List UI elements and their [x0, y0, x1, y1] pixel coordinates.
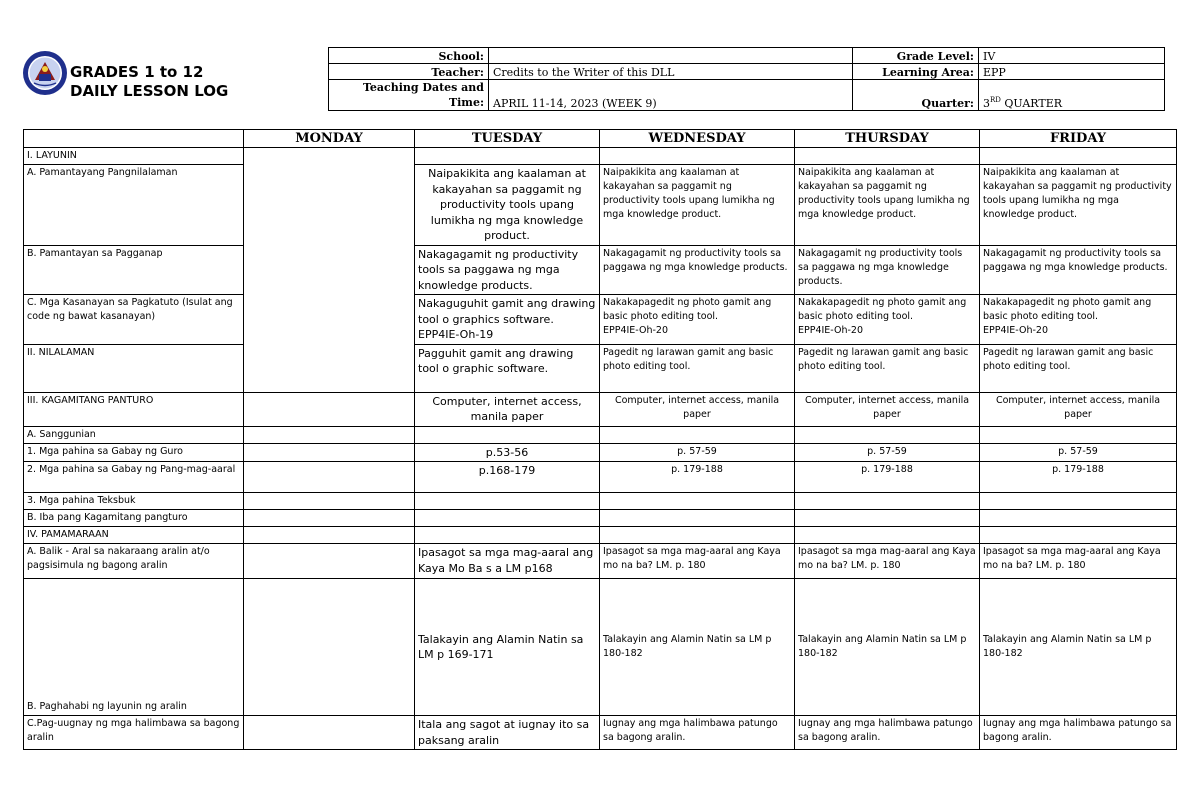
table-row	[24, 148, 1177, 165]
friday-cell: Nakagagamit ng productivity tools sa paggawa ng mga knowledge products.	[980, 245, 1177, 295]
document-title	[70, 63, 228, 101]
friday-cell: Pagedit ng larawan gamit ang basic photo editing tool.	[980, 344, 1177, 392]
teacher-value: Credits to the Writer of this DLL	[489, 64, 853, 80]
table-cell	[795, 510, 980, 527]
table-row	[24, 510, 1177, 527]
row-label-pamantayang-pangnilalaman: A. Pamantayang Pangnilalaman	[24, 165, 244, 246]
table-cell	[244, 527, 415, 544]
wednesday-cell: Ipasagot sa mga mag-aaral ang Kaya mo na ba? LM. p. 180	[600, 544, 795, 579]
dates-label-line1: Teaching Dates and	[362, 81, 484, 94]
table-cell	[795, 426, 980, 443]
monday-cell	[244, 392, 415, 426]
wednesday-cell: p. 57-59	[600, 443, 795, 462]
wednesday-cell: Nakagagamit ng productivity tools sa paggawa ng mga knowledge products.	[600, 245, 795, 295]
competency-text: Nakakapagedit ng photo gamit ang basic photo editing tool.	[983, 297, 1152, 322]
table-cell	[795, 493, 980, 510]
row-label-pamantayan-sa-pagganap: B. Pamantayan sa Pagganap	[24, 245, 244, 295]
wednesday-cell: Naipakikita ang kaalaman at kakayahan sa paggamit ng productivity tools upang lumikha ng mga knowledge product.	[600, 165, 795, 246]
grade-level-label: Grade Level:	[853, 48, 979, 64]
table-cell	[244, 510, 415, 527]
header-info-table	[328, 47, 1165, 111]
quarter-text: QUARTER	[1000, 97, 1063, 110]
row-label-gabay-ng-pang-mag-aaral: 2. Mga pahina sa Gabay ng Pang-mag-aaral	[24, 462, 244, 493]
competency-code: EPP4IE-Oh-19	[418, 328, 494, 341]
thursday-cell: Ipasagot sa mga mag-aaral ang Kaya mo na ba? LM. p. 180	[795, 544, 980, 579]
thursday-cell: p. 57-59	[795, 443, 980, 462]
friday-cell: Talakayin ang Alamin Natin sa LM p 180-182	[980, 579, 1177, 716]
wednesday-cell: Computer, internet access, manila paper	[600, 392, 795, 426]
friday-cell: Ipasagot sa mga mag-aaral ang Kaya mo na ba? LM. p. 180	[980, 544, 1177, 579]
row-label-iba-pang-kagamitan: B. Iba pang Kagamitang pangturo	[24, 510, 244, 527]
school-value	[489, 48, 853, 64]
dates-value: APRIL 11-14, 2023 (WEEK 9)	[489, 80, 853, 111]
tuesday-cell: Nakagagamit ng productivity tools sa paggawa ng mga knowledge products.	[415, 245, 600, 295]
learning-area-value: EPP	[979, 64, 1165, 80]
learning-area-label: Learning Area:	[853, 64, 979, 80]
monday-cell	[244, 148, 415, 393]
quarter-number: 3	[983, 97, 990, 110]
thursday-cell: Iugnay ang mga halimbawa patungo sa bagong aralin.	[795, 716, 980, 750]
row-label-layunin: I. LAYUNIN	[24, 148, 244, 165]
monday-cell	[244, 579, 415, 716]
title-line-1: GRADES 1 to 12	[70, 63, 204, 81]
table-cell	[415, 510, 600, 527]
table-row	[24, 462, 1177, 493]
dates-label	[329, 80, 489, 111]
day-monday: MONDAY	[244, 130, 415, 148]
table-cell	[795, 148, 980, 165]
table-cell	[415, 493, 600, 510]
dates-label-line2: Time:	[448, 96, 484, 109]
blank-header-cell	[24, 130, 244, 148]
table-row	[24, 165, 1177, 246]
wednesday-cell: p. 179-188	[600, 462, 795, 493]
table-row	[24, 392, 1177, 426]
competency-code: EPP4IE-Oh-20	[603, 325, 669, 336]
day-friday: FRIDAY	[980, 130, 1177, 148]
wednesday-cell: Iugnay ang mga halimbawa patungo sa bagong aralin.	[600, 716, 795, 750]
wednesday-cell: Pagedit ng larawan gamit ang basic photo editing tool.	[600, 344, 795, 392]
grade-level-value: IV	[979, 48, 1165, 64]
tuesday-cell: Talakayin ang Alamin Natin sa LM p 169-171	[415, 579, 600, 716]
row-label-gabay-ng-guro: 1. Mga pahina sa Gabay ng Guro	[24, 443, 244, 462]
table-cell	[600, 493, 795, 510]
tuesday-cell: Itala ang sagot at iugnay ito sa paksang aralin	[415, 716, 600, 750]
tuesday-cell: p.53-56	[415, 443, 600, 462]
title-line-2: DAILY LESSON LOG	[70, 82, 229, 100]
table-cell	[600, 527, 795, 544]
table-cell	[415, 148, 600, 165]
table-cell	[415, 426, 600, 443]
table-cell	[980, 148, 1177, 165]
thursday-cell: Pagedit ng larawan gamit ang basic photo editing tool.	[795, 344, 980, 392]
quarter-value	[979, 80, 1165, 111]
thursday-cell: Computer, internet access, manila paper	[795, 392, 980, 426]
deped-seal-icon	[22, 50, 68, 96]
thursday-cell: p. 179-188	[795, 462, 980, 493]
row-label-nilalaman: II. NILALAMAN	[24, 344, 244, 392]
row-label-pamamaraan: IV. PAMAMARAAN	[24, 527, 244, 544]
row-label-pag-uugnay: C.Pag-uugnay ng mga halimbawa sa bagong aralin	[24, 716, 244, 750]
competency-code: EPP4IE-Oh-20	[798, 325, 864, 336]
table-row	[24, 493, 1177, 510]
thursday-cell	[795, 295, 980, 345]
day-tuesday: TUESDAY	[415, 130, 600, 148]
table-cell	[244, 426, 415, 443]
friday-cell	[980, 295, 1177, 345]
wednesday-cell: Talakayin ang Alamin Natin sa LM p 180-182	[600, 579, 795, 716]
table-cell	[600, 148, 795, 165]
row-label-mga-kasanayan: C. Mga Kasanayan sa Pagkatuto (Isulat ang code ng bawat kasanayan)	[24, 295, 244, 345]
friday-cell: Computer, internet access, manila paper	[980, 392, 1177, 426]
quarter-suffix: RD	[990, 96, 1001, 104]
table-cell	[980, 510, 1177, 527]
table-row	[24, 579, 1177, 716]
tuesday-cell: Ipasagot sa mga mag-aaral ang Kaya Mo Ba s a LM p168	[415, 544, 600, 579]
table-cell	[244, 493, 415, 510]
table-cell	[980, 493, 1177, 510]
table-cell	[415, 527, 600, 544]
tuesday-cell: Naipakikita ang kaalaman at kakayahan sa paggamit ng productivity tools upang lumikha ng mga knowledge product.	[415, 165, 600, 246]
friday-cell: p. 57-59	[980, 443, 1177, 462]
tuesday-cell	[415, 295, 600, 345]
table-row	[24, 544, 1177, 579]
row-label-paghahabi: B. Paghahabi ng layunin ng aralin	[24, 579, 244, 716]
monday-cell	[244, 716, 415, 750]
table-cell	[980, 527, 1177, 544]
teacher-label: Teacher:	[329, 64, 489, 80]
monday-cell	[244, 544, 415, 579]
days-header-row	[24, 130, 1177, 148]
table-row	[24, 295, 1177, 345]
thursday-cell: Talakayin ang Alamin Natin sa LM p 180-182	[795, 579, 980, 716]
row-label-kagamitang-panturo: III. KAGAMITANG PANTURO	[24, 392, 244, 426]
competency-text: Nakakapagedit ng photo gamit ang basic photo editing tool.	[603, 297, 772, 322]
monday-cell	[244, 462, 415, 493]
day-wednesday: WEDNESDAY	[600, 130, 795, 148]
table-row	[24, 443, 1177, 462]
friday-cell: p. 179-188	[980, 462, 1177, 493]
tuesday-cell: Pagguhit gamit ang drawing tool o graphic software.	[415, 344, 600, 392]
friday-cell: Naipakikita ang kaalaman at kakayahan sa paggamit ng productivity tools upang lumikha ng mga knowledge product.	[980, 165, 1177, 246]
school-label: School:	[329, 48, 489, 64]
thursday-cell: Nakagagamit ng productivity tools sa paggawa ng mga knowledge products.	[795, 245, 980, 295]
day-thursday: THURSDAY	[795, 130, 980, 148]
tuesday-cell: Computer, internet access, manila paper	[415, 392, 600, 426]
table-row	[24, 344, 1177, 392]
competency-code: EPP4IE-Oh-20	[983, 325, 1049, 336]
wednesday-cell	[600, 295, 795, 345]
row-label-teksbuk: 3. Mga pahina Teksbuk	[24, 493, 244, 510]
table-row	[24, 716, 1177, 750]
table-row	[24, 527, 1177, 544]
row-label-sanggunian: A. Sanggunian	[24, 426, 244, 443]
table-cell	[600, 426, 795, 443]
table-row	[24, 245, 1177, 295]
row-label-balik-aral: A. Balik - Aral sa nakaraang aralin at/o pagsisimula ng bagong aralin	[24, 544, 244, 579]
competency-text: Nakaguguhit gamit ang drawing tool o graphics software.	[418, 297, 596, 326]
tuesday-cell: p.168-179	[415, 462, 600, 493]
quarter-label: Quarter:	[853, 80, 979, 111]
table-cell	[795, 527, 980, 544]
lesson-log-table	[23, 129, 1177, 750]
thursday-cell: Naipakikita ang kaalaman at kakayahan sa paggamit ng productivity tools upang lumikha ng mga knowledge product.	[795, 165, 980, 246]
table-cell	[980, 426, 1177, 443]
table-row	[24, 426, 1177, 443]
table-cell	[600, 510, 795, 527]
monday-cell	[244, 443, 415, 462]
friday-cell: Iugnay ang mga halimbawa patungo sa bagong aralin.	[980, 716, 1177, 750]
competency-text: Nakakapagedit ng photo gamit ang basic photo editing tool.	[798, 297, 967, 322]
